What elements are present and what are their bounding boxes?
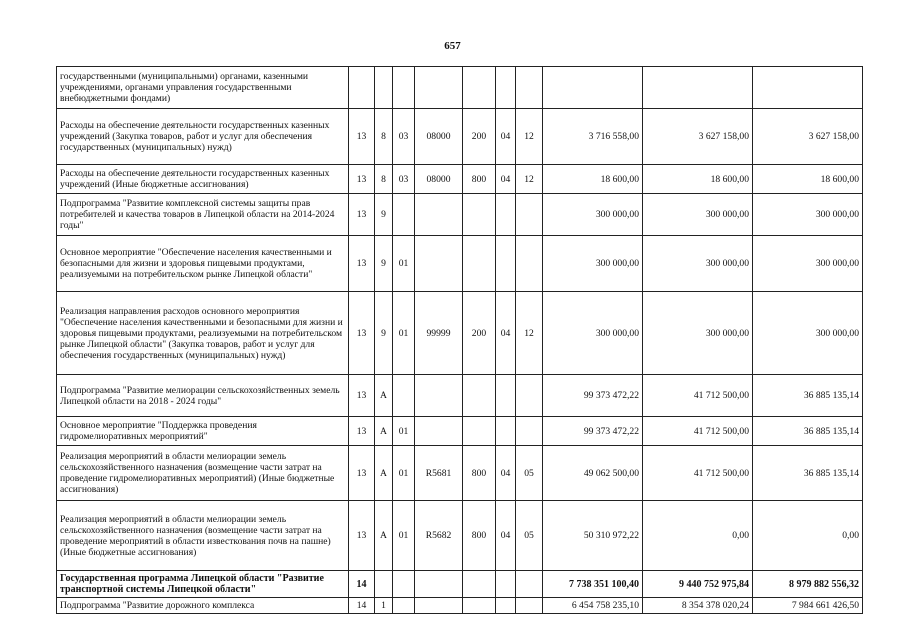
amount-cell-1: 50 310 972,22 (543, 501, 643, 571)
amount-cell-1: 300 000,00 (543, 236, 643, 292)
main-activity-code-cell (393, 194, 415, 236)
section-cell: 04 (496, 446, 516, 501)
amount-cell-1 (543, 67, 643, 109)
subsection-cell (516, 236, 543, 292)
subsection-cell (516, 598, 543, 614)
amount-cell-2: 18 600,00 (643, 165, 753, 194)
amount-cell-2: 41 712 500,00 (643, 417, 753, 446)
section-cell: 04 (496, 501, 516, 571)
subprogram-code-cell: 9 (375, 194, 393, 236)
program-code-cell: 13 (349, 165, 375, 194)
main-activity-code-cell (393, 571, 415, 598)
expense-direction-cell: 08000 (415, 165, 463, 194)
table-row (57, 109, 863, 165)
expense-type-cell (463, 417, 496, 446)
program-code-cell: 13 (349, 109, 375, 165)
expense-direction-cell (415, 571, 463, 598)
section-cell (496, 598, 516, 614)
subsection-cell: 12 (516, 292, 543, 375)
section-cell: 04 (496, 292, 516, 375)
table-row (57, 446, 863, 501)
amount-cell-1: 99 373 472,22 (543, 417, 643, 446)
expense-direction-cell: 99999 (415, 292, 463, 375)
expense-type-cell: 800 (463, 501, 496, 571)
subprogram-code-cell: 1 (375, 598, 393, 614)
amount-cell-2: 0,00 (643, 501, 753, 571)
amount-cell-2: 41 712 500,00 (643, 446, 753, 501)
budget-table (56, 66, 863, 614)
subsection-cell: 05 (516, 501, 543, 571)
subprogram-code-cell: 8 (375, 165, 393, 194)
expense-direction-cell (415, 417, 463, 446)
amount-cell-3: 8 979 882 556,32 (753, 571, 863, 598)
expense-type-cell (463, 375, 496, 417)
expense-type-cell (463, 598, 496, 614)
row-name-cell: Подпрограмма "Развитие комплексной системы защиты прав потребителей и качества товаров в Липецкой области на 2014-2024 годы" (57, 194, 349, 236)
subsection-cell: 05 (516, 446, 543, 501)
expense-type-cell: 200 (463, 109, 496, 165)
amount-cell-3 (753, 67, 863, 109)
expense-direction-cell (415, 194, 463, 236)
amount-cell-1: 6 454 758 235,10 (543, 598, 643, 614)
expense-direction-cell (415, 375, 463, 417)
row-name-cell: Реализация направления расходов основного мероприятия "Обеспечение населения качественными и безопасными для жизни и здоровья пищевыми продуктами, реализуемыми на потребительском рынке Липецкой области" (Закупка товаров, работ и услуг для обеспечения государственных (муниципальных) нужд) (57, 292, 349, 375)
section-cell (496, 375, 516, 417)
table-row (57, 501, 863, 571)
table-row (57, 165, 863, 194)
amount-cell-2: 3 627 158,00 (643, 109, 753, 165)
amount-cell-2: 300 000,00 (643, 236, 753, 292)
expense-type-cell (463, 194, 496, 236)
expense-type-cell (463, 236, 496, 292)
expense-direction-cell (415, 67, 463, 109)
subprogram-code-cell: 9 (375, 236, 393, 292)
amount-cell-3: 7 984 661 426,50 (753, 598, 863, 614)
expense-direction-cell (415, 598, 463, 614)
amount-cell-1: 7 738 351 100,40 (543, 571, 643, 598)
section-cell: 04 (496, 165, 516, 194)
section-cell (496, 236, 516, 292)
subprogram-code-cell: А (375, 417, 393, 446)
main-activity-code-cell: 01 (393, 236, 415, 292)
table-row (57, 598, 863, 614)
row-name-cell: Расходы на обеспечение деятельности государственных казенных учреждений (Закупка товаров, работ и услуг для обеспечения государственных (муниципальных) нужд) (57, 109, 349, 165)
program-code-cell: 13 (349, 417, 375, 446)
amount-cell-3: 18 600,00 (753, 165, 863, 194)
subprogram-code-cell: А (375, 501, 393, 571)
row-name-cell: Подпрограмма "Развитие мелиорации сельскохозяйственных земель Липецкой области на 2018 - 2024 годы" (57, 375, 349, 417)
main-activity-code-cell: 03 (393, 165, 415, 194)
table-row (57, 571, 863, 598)
row-name-cell: Основное мероприятие "Обеспечение населения качественными и безопасными для жизни и здоровья пищевыми продуктами, реализуемыми на потребительском рынке Липецкой области" (57, 236, 349, 292)
amount-cell-3: 36 885 135,14 (753, 417, 863, 446)
amount-cell-2 (643, 67, 753, 109)
amount-cell-1: 49 062 500,00 (543, 446, 643, 501)
amount-cell-3: 300 000,00 (753, 194, 863, 236)
expense-direction-cell (415, 236, 463, 292)
row-name-cell: Основное мероприятие "Поддержка проведения гидромелиоративных мероприятий" (57, 417, 349, 446)
amount-cell-2: 8 354 378 020,24 (643, 598, 753, 614)
program-code-cell: 14 (349, 571, 375, 598)
subsection-cell: 12 (516, 109, 543, 165)
amount-cell-3: 300 000,00 (753, 292, 863, 375)
table-row (57, 67, 863, 109)
amount-cell-2: 300 000,00 (643, 292, 753, 375)
subprogram-code-cell: 9 (375, 292, 393, 375)
row-name-cell: Реализация мероприятий в области мелиорации земель сельскохозяйственного назначения (возмещение части затрат на проведение гидромелиоративных мероприятий) (Иные бюджетные ассигнования) (57, 446, 349, 501)
table-row (57, 375, 863, 417)
page-number: 657 (444, 40, 461, 52)
section-cell (496, 194, 516, 236)
row-name-cell: Расходы на обеспечение деятельности государственных казенных учреждений (Иные бюджетные ассигнования) (57, 165, 349, 194)
subprogram-code-cell: 8 (375, 109, 393, 165)
amount-cell-1: 300 000,00 (543, 194, 643, 236)
subsection-cell (516, 375, 543, 417)
amount-cell-1: 300 000,00 (543, 292, 643, 375)
main-activity-code-cell (393, 375, 415, 417)
expense-direction-cell: R5681 (415, 446, 463, 501)
amount-cell-3: 300 000,00 (753, 236, 863, 292)
table-row (57, 292, 863, 375)
row-name-cell: государственными (муниципальными) органами, казенными учреждениями, органами управления государственными внебюджетными фондами) (57, 67, 349, 109)
subprogram-code-cell (375, 571, 393, 598)
expense-type-cell: 800 (463, 446, 496, 501)
table-row (57, 194, 863, 236)
subprogram-code-cell: А (375, 446, 393, 501)
subprogram-code-cell: А (375, 375, 393, 417)
section-cell (496, 571, 516, 598)
main-activity-code-cell: 01 (393, 501, 415, 571)
subsection-cell: 12 (516, 165, 543, 194)
expense-type-cell (463, 67, 496, 109)
expense-type-cell (463, 571, 496, 598)
subsection-cell (516, 67, 543, 109)
table-row (57, 236, 863, 292)
subprogram-code-cell (375, 67, 393, 109)
amount-cell-1: 18 600,00 (543, 165, 643, 194)
program-code-cell: 13 (349, 446, 375, 501)
amount-cell-3: 36 885 135,14 (753, 375, 863, 417)
amount-cell-2: 41 712 500,00 (643, 375, 753, 417)
main-activity-code-cell: 01 (393, 292, 415, 375)
main-activity-code-cell: 03 (393, 109, 415, 165)
main-activity-code-cell (393, 598, 415, 614)
program-code-cell: 13 (349, 194, 375, 236)
row-name-cell: Подпрограмма "Развитие дорожного комплекса (57, 598, 349, 614)
expense-direction-cell: 08000 (415, 109, 463, 165)
program-code-cell: 13 (349, 375, 375, 417)
expense-type-cell: 200 (463, 292, 496, 375)
expense-direction-cell: R5682 (415, 501, 463, 571)
section-cell (496, 417, 516, 446)
main-activity-code-cell: 01 (393, 446, 415, 501)
subsection-cell (516, 571, 543, 598)
main-activity-code-cell (393, 67, 415, 109)
subsection-cell (516, 417, 543, 446)
row-name-cell: Государственная программа Липецкой области "Развитие транспортной системы Липецкой области" (57, 571, 349, 598)
amount-cell-2: 9 440 752 975,84 (643, 571, 753, 598)
main-activity-code-cell: 01 (393, 417, 415, 446)
amount-cell-3: 36 885 135,14 (753, 446, 863, 501)
section-cell (496, 67, 516, 109)
amount-cell-1: 3 716 558,00 (543, 109, 643, 165)
table-row (57, 417, 863, 446)
program-code-cell: 13 (349, 292, 375, 375)
row-name-cell: Реализация мероприятий в области мелиорации земель сельскохозяйственного назначения (возмещение части затрат на проведение мероприятий в области известкования почв на пашне) (Иные бюджетные ассигнования) (57, 501, 349, 571)
amount-cell-1: 99 373 472,22 (543, 375, 643, 417)
amount-cell-3: 3 627 158,00 (753, 109, 863, 165)
amount-cell-3: 0,00 (753, 501, 863, 571)
subsection-cell (516, 194, 543, 236)
section-cell: 04 (496, 109, 516, 165)
program-code-cell: 13 (349, 236, 375, 292)
program-code-cell (349, 67, 375, 109)
program-code-cell: 14 (349, 598, 375, 614)
amount-cell-2: 300 000,00 (643, 194, 753, 236)
expense-type-cell: 800 (463, 165, 496, 194)
program-code-cell: 13 (349, 501, 375, 571)
